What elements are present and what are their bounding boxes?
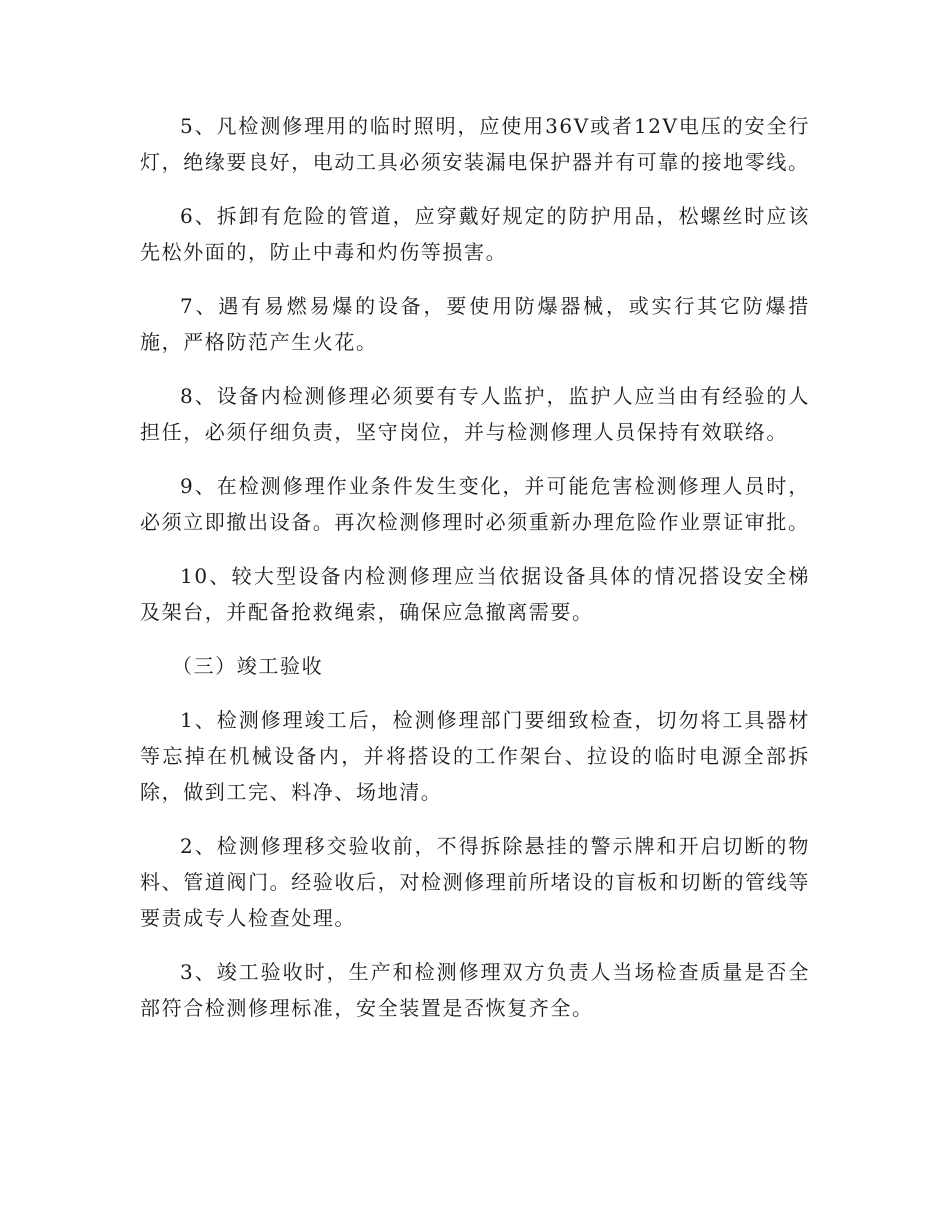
paragraph-item-10: 10、较大型设备内检测修理应当依据设备具体的情况搭设安全梯及架台，并配备抢救绳索，确保应急撤离需要。	[140, 564, 810, 624]
paragraph-item-6: 6、拆卸有危险的管道，应穿戴好规定的防护用品，松螺丝时应该先松外面的，防止中毒和灼伤等损害。	[140, 204, 810, 264]
section-paragraph-1: 1、检测修理竣工后，检测修理部门要细致检查，切勿将工具器材等忘掉在机械设备内，并将搭设的工作架台、拉设的临时电源全部拆除，做到工完、料净、场地清。	[140, 708, 810, 804]
section-paragraph-2: 2、检测修理移交验收前，不得拆除悬挂的警示牌和开启切断的物料、管道阀门。经验收后，对检测修理前所堵设的盲板和切断的管线等要责成专人检查处理。	[140, 834, 810, 930]
section-heading: （三）竣工验收	[172, 654, 324, 678]
paragraph-item-5: 5、凡检测修理用的临时照明，应使用36V或者12V电压的安全行灯，绝缘要良好，电动工具必须安装漏电保护器并有可靠的接地零线。	[140, 114, 810, 174]
document-page	[140, 108, 810, 1044]
paragraph-item-9: 9、在检测修理作业条件发生变化，并可能危害检测修理人员时，必须立即撤出设备。再次检测修理时必须重新办理危险作业票证审批。	[140, 474, 810, 534]
section-paragraph-3: 3、竣工验收时，生产和检测修理双方负责人当场检查质量是否全部符合检测修理标准，安全装置是否恢复齐全。	[140, 960, 810, 1020]
paragraph-item-7: 7、遇有易燃易爆的设备，要使用防爆器械，或实行其它防爆措施，严格防范产生火花。	[140, 294, 810, 354]
paragraph-item-8: 8、设备内检测修理必须要有专人监护，监护人应当由有经验的人担任，必须仔细负责，坚守岗位，并与检测修理人员保持有效联络。	[140, 384, 810, 444]
